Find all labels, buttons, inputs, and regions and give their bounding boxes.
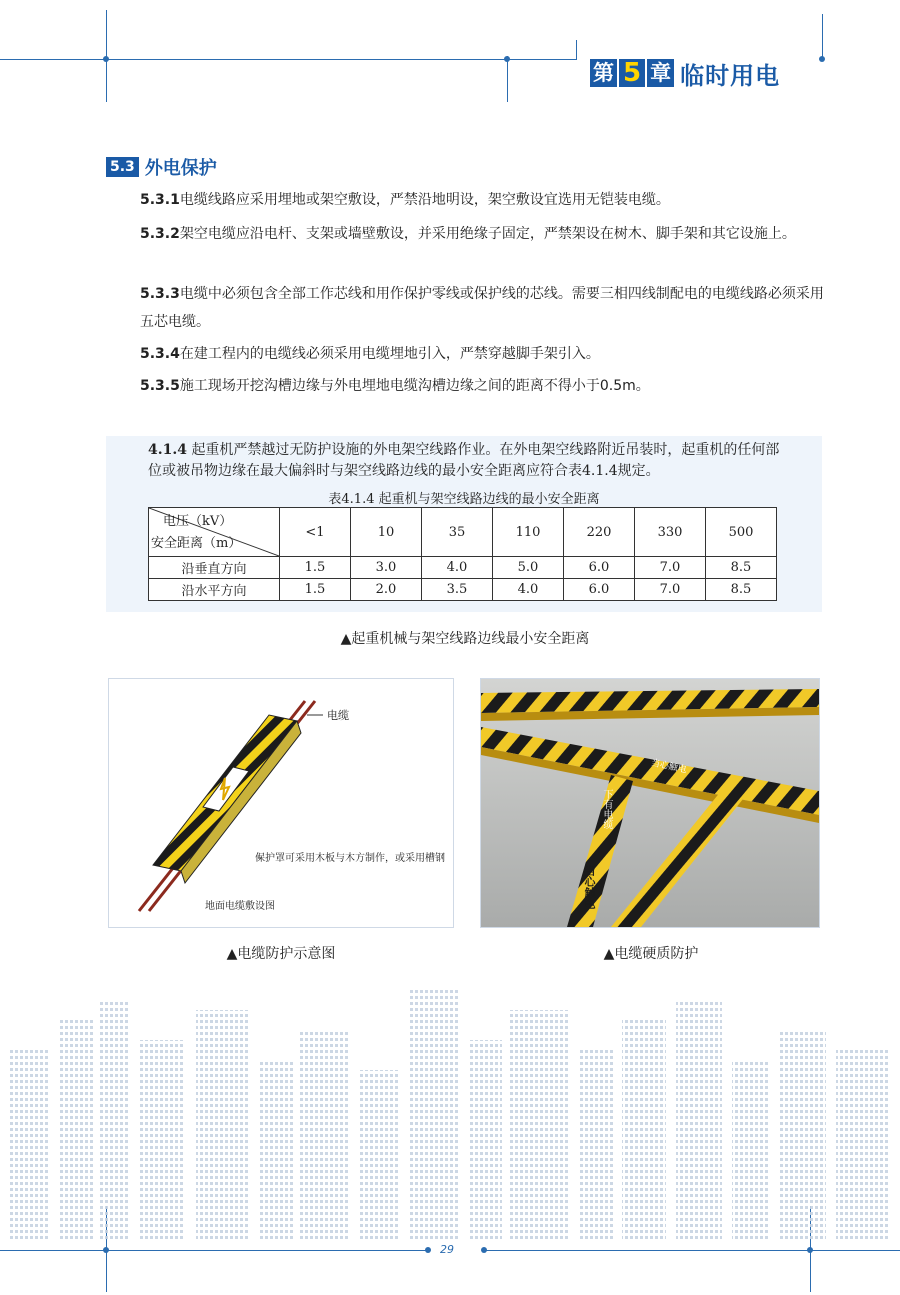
cover-note: 保护罩可采用木板与木方制作，或采用槽钢 [255, 853, 445, 864]
table-cell: 8.5 [706, 579, 777, 601]
footer-rule-right [484, 1250, 900, 1251]
clause [108, 372, 828, 400]
clause-number: 5.3.1 [140, 192, 180, 208]
header-voltage: 电压（kV） [163, 514, 233, 529]
header-distance: 安全距离（m） [151, 536, 242, 551]
header-vrule-mid [507, 56, 508, 102]
voltage-cell: 110 [493, 508, 564, 557]
table-cell: 3.0 [351, 557, 422, 579]
footer-node [103, 1247, 109, 1253]
header-rule [0, 59, 576, 60]
clause-number: 5.3.3 [140, 286, 180, 302]
diagonal-header-cell [149, 508, 280, 557]
photo-label: 当心触电 [583, 865, 596, 909]
footer-rule-left [0, 1250, 428, 1251]
clause-text: 施工现场开挖沟槽边缘与外电埋地电缆沟槽边缘之间的距离不得小于0.5m。 [179, 378, 650, 394]
table-cell: 2.0 [351, 579, 422, 601]
section-number: 5.3 [106, 157, 139, 177]
header-node [819, 56, 825, 62]
clause-text: 架空电缆应沿电杆、支架或墙壁敷设，并采用绝缘子固定，严禁架设在树木、脚手架和其它设施上。 [179, 226, 796, 242]
header-vrule-right [576, 40, 577, 60]
left-figure-caption: ▲电缆防护示意图 [226, 946, 336, 962]
table-cell: 3.5 [422, 579, 493, 601]
clause [108, 280, 828, 336]
table-cell: 6.0 [564, 579, 635, 601]
excerpt-body: 起重机严禁越过无防护设施的外电架空线路作业。在外电架空线路附近吊装时，起重机的任何部位或被吊物边缘在最大偏斜时与架空线路边线的最小安全距离应符合表4.1.4规定。 [148, 442, 780, 479]
section-heading [106, 154, 217, 180]
right-figure-caption: ▲电缆硬质防护 [603, 946, 699, 962]
cable-label: 电缆 [327, 709, 349, 722]
page-number: 29 [440, 1243, 454, 1256]
clause [108, 340, 828, 368]
clause-text: 在建工程内的电缆线必须采用电缆埋地引入，严禁穿越脚手架引入。 [179, 346, 600, 362]
table-cell: 4.0 [493, 579, 564, 601]
row-label: 沿垂直方向 [149, 557, 280, 579]
table-caption: 表4.1.4 起重机与架空线路边线的最小安全距离 [328, 492, 600, 507]
chapter-suffix: 章 [647, 59, 674, 87]
voltage-cell: <1 [280, 508, 351, 557]
city-skyline-graphic [0, 990, 900, 1240]
clause-number: 5.3.2 [140, 226, 180, 242]
distance-table [148, 507, 777, 601]
table-cell: 4.0 [422, 557, 493, 579]
chapter-number: 5 [619, 59, 645, 87]
table-cell: 7.0 [635, 557, 706, 579]
clause-text: 电缆线路应采用埋地或架空敷设，严禁沿地明设，架空敷设宜选用无铠装电缆。 [179, 192, 670, 208]
footer-node [807, 1247, 813, 1253]
voltage-cell: 220 [564, 508, 635, 557]
clause-number: 5.3.5 [140, 378, 180, 394]
header-vrule-far [822, 14, 823, 60]
table-cell: 1.5 [280, 557, 351, 579]
clause-number: 5.3.4 [140, 346, 180, 362]
diagram-title: 地面电缆敷设图 [205, 901, 275, 912]
header-node [103, 56, 109, 62]
excerpt-number: 4.1.4 [148, 442, 187, 458]
row-label: 沿水平方向 [149, 579, 280, 601]
chapter-header [590, 56, 780, 90]
excerpt-text [148, 440, 788, 482]
table-row [149, 579, 777, 601]
clause [108, 220, 828, 248]
chapter-prefix: 第 [590, 59, 617, 87]
clause-text: 电缆中必须包含全部工作芯线和用作保护零线或保护线的芯线。需要三相四线制配电的电缆线路必须采用五芯电缆。 [140, 286, 824, 330]
table-cell: 5.0 [493, 557, 564, 579]
table-cell: 8.5 [706, 557, 777, 579]
table-cell: 7.0 [635, 579, 706, 601]
table-header-row [149, 508, 777, 557]
voltage-cell: 330 [635, 508, 706, 557]
clause [108, 186, 828, 214]
photo-label: 当心触电 [650, 758, 688, 776]
footer-node [425, 1247, 431, 1253]
table-cell: 1.5 [280, 579, 351, 601]
header-node [504, 56, 510, 62]
standard-excerpt [106, 436, 822, 612]
chapter-title: 临时用电 [680, 61, 781, 90]
voltage-cell: 10 [351, 508, 422, 557]
hazard-beams-illustration [481, 679, 819, 927]
cable-cover-illustration [109, 679, 453, 927]
section-title: 外电保护 [144, 158, 217, 179]
cable-hard-protection-photo [480, 678, 820, 928]
voltage-cell: 35 [422, 508, 493, 557]
photo-label: 下有电缆 [601, 789, 612, 829]
table-row [149, 557, 777, 579]
table-figure-caption: ▲起重机械与架空线路边线最小安全距离 [340, 631, 590, 647]
footer-node [481, 1247, 487, 1253]
table-cell: 6.0 [564, 557, 635, 579]
voltage-cell: 500 [706, 508, 777, 557]
cable-protection-diagram [108, 678, 454, 928]
